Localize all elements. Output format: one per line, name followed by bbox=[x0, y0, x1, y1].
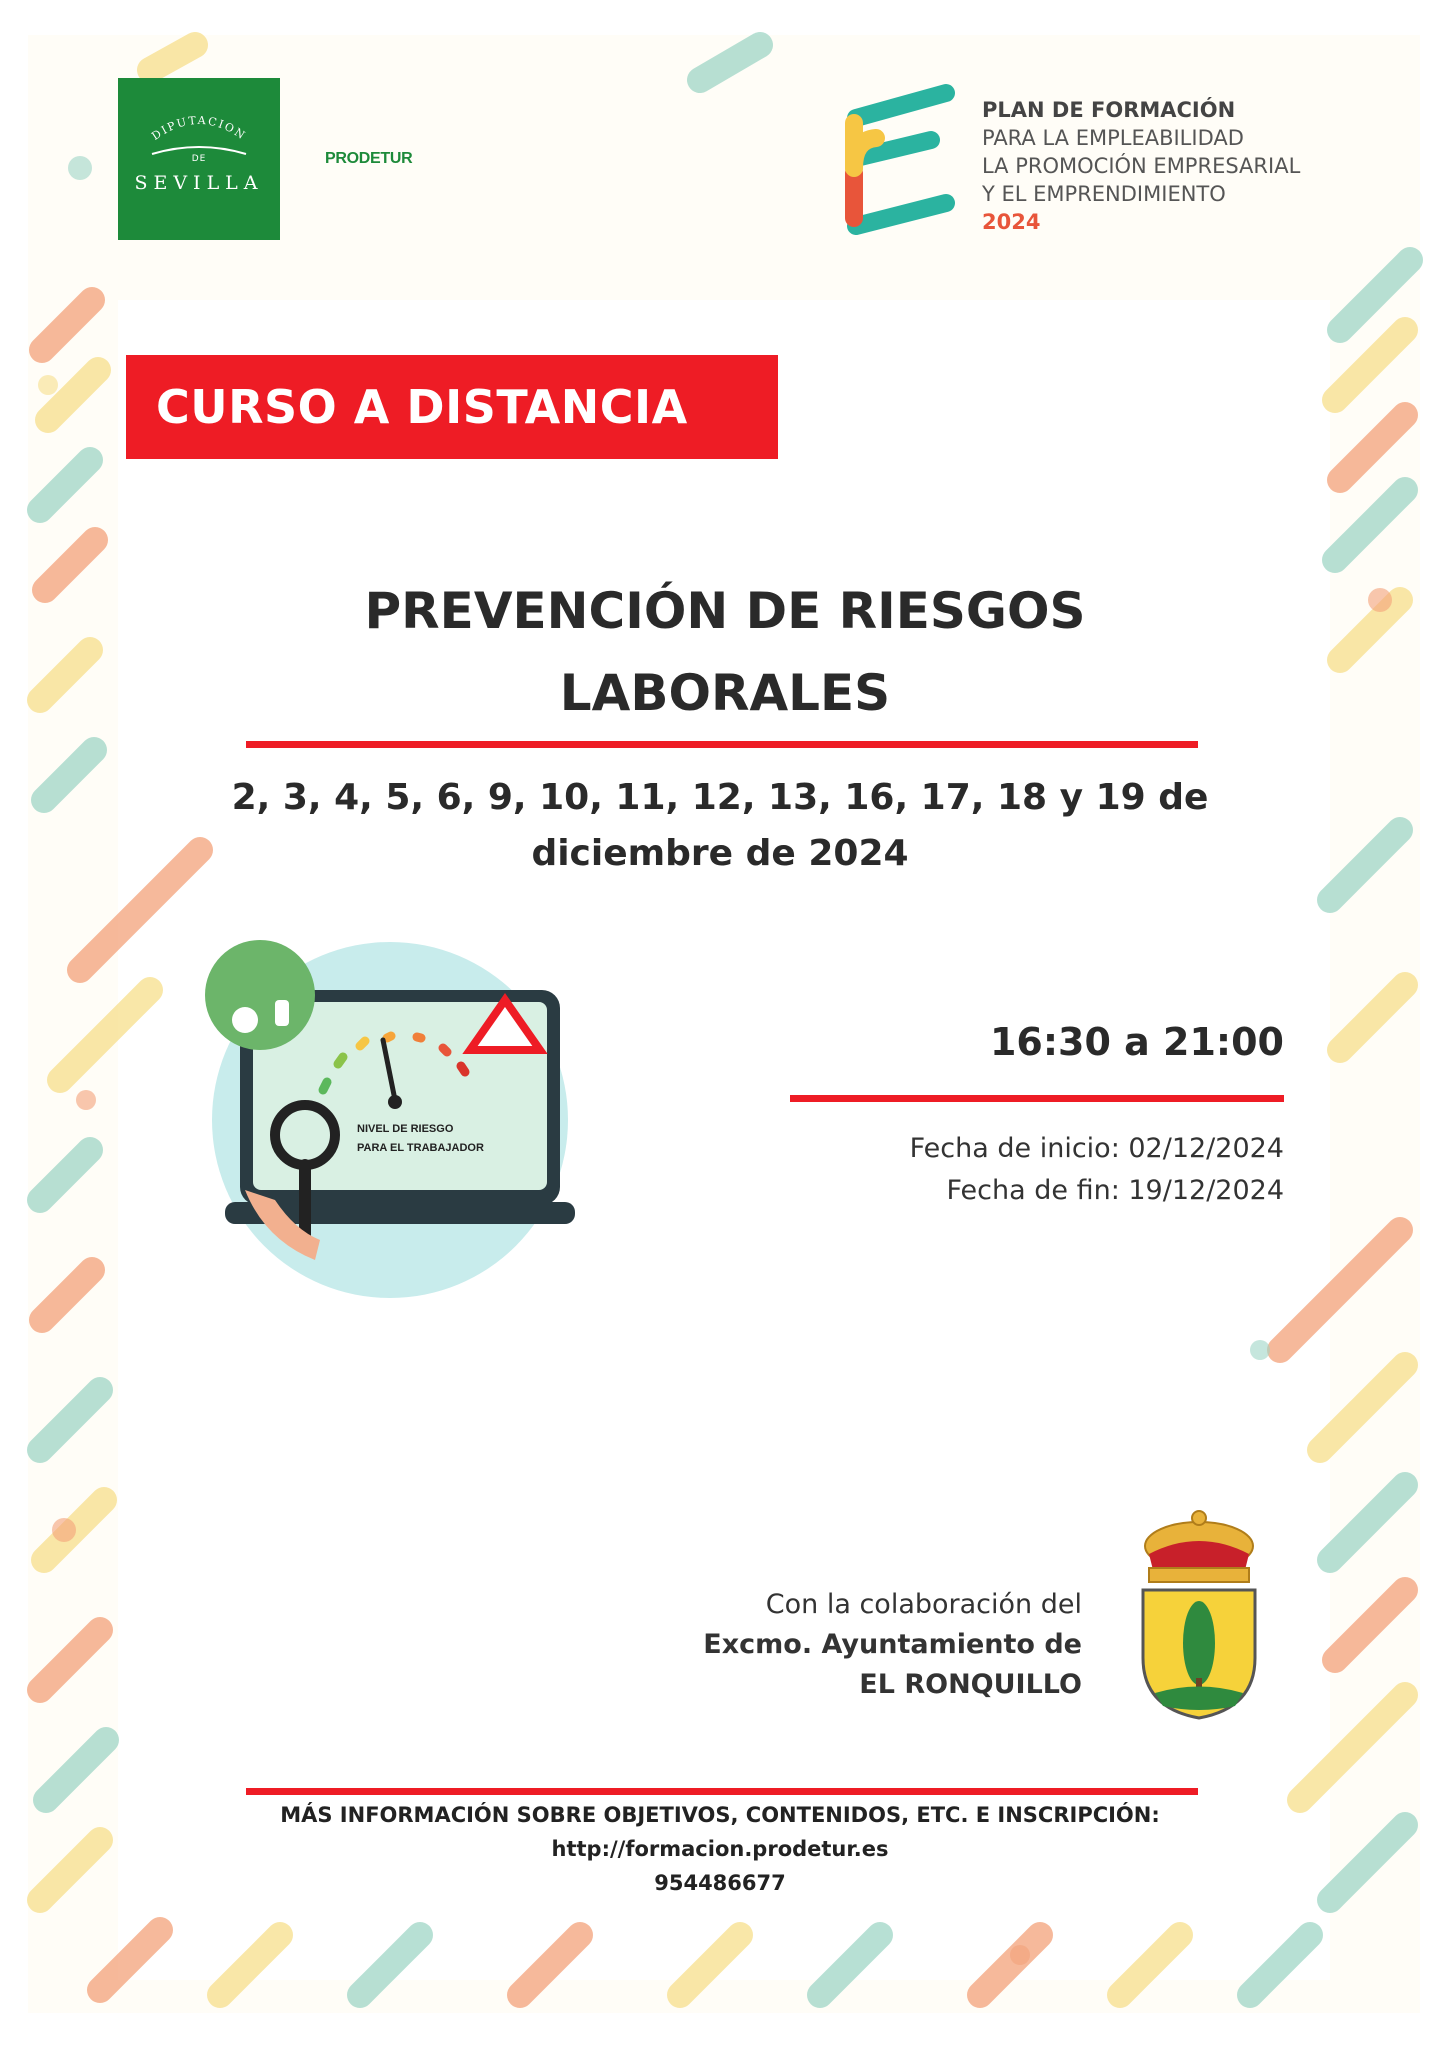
course-dates-line: diciembre de 2024 bbox=[531, 833, 909, 874]
start-date: Fecha de inicio: 02/12/2024 bbox=[909, 1133, 1284, 1164]
plan-line: PARA LA EMPLEABILIDAD bbox=[982, 126, 1244, 150]
plan-title: PLAN DE FORMACIÓN bbox=[982, 98, 1236, 122]
el-ronquillo-coat-of-arms-icon bbox=[1135, 1508, 1263, 1726]
diputacion-sevilla-logo bbox=[118, 78, 280, 240]
diputacion-de-text: DE bbox=[191, 154, 207, 164]
svg-text:DIPUTACION: DIPUTACION bbox=[149, 113, 249, 143]
footer-info bbox=[200, 1798, 1240, 1900]
plan-line: Y EL EMPRENDIMIENTO bbox=[982, 182, 1226, 206]
course-period bbox=[790, 1128, 1284, 1212]
course-time: 16:30 a 21:00 bbox=[989, 1020, 1284, 1064]
collaboration-intro: Con la colaboración del bbox=[765, 1589, 1082, 1620]
risk-level-illustration bbox=[205, 940, 575, 1300]
risk-level-label-line: PARA EL TRABAJADOR bbox=[357, 1142, 484, 1154]
course-title-line: PREVENCIÓN DE RIESGOS bbox=[364, 582, 1086, 640]
course-dates bbox=[200, 770, 1240, 882]
footer-phone[interactable]: 954486677 bbox=[654, 1871, 786, 1895]
risk-level-label-line: NIVEL DE RIESGO bbox=[357, 1123, 454, 1135]
plan-formacion-logo-icon bbox=[836, 78, 956, 248]
collaboration-text bbox=[640, 1585, 1082, 1705]
plan-year: 2024 bbox=[982, 210, 1041, 234]
plan-line: LA PROMOCIÓN EMPRESARIAL bbox=[982, 154, 1301, 178]
footer-divider bbox=[246, 1788, 1198, 1795]
prodetur-logo-text: PRODETUR bbox=[325, 150, 413, 167]
diputacion-sevilla-text: SEVILLA bbox=[134, 172, 264, 194]
time-divider bbox=[790, 1095, 1284, 1102]
collaboration-entity: Excmo. Ayuntamiento de bbox=[703, 1629, 1082, 1660]
course-title-line: LABORALES bbox=[559, 664, 891, 722]
risk-level-label bbox=[357, 1120, 484, 1158]
course-title bbox=[210, 570, 1240, 734]
course-dates-line: 2, 3, 4, 5, 6, 9, 10, 11, 12, 13, 16, 17, 18 y 19 de bbox=[231, 777, 1209, 818]
end-date: Fecha de fin: 19/12/2024 bbox=[946, 1175, 1284, 1206]
footer-url-link[interactable]: http://formacion.prodetur.es bbox=[551, 1837, 889, 1861]
title-divider bbox=[246, 741, 1198, 748]
collaboration-town: EL RONQUILLO bbox=[859, 1669, 1082, 1700]
footer-info-line: MÁS INFORMACIÓN SOBRE OBJETIVOS, CONTENIDOS, ETC. E INSCRIPCIÓN: bbox=[280, 1803, 1160, 1827]
plan-formacion-text bbox=[982, 96, 1300, 236]
course-mode-banner: CURSO A DISTANCIA bbox=[126, 355, 778, 459]
